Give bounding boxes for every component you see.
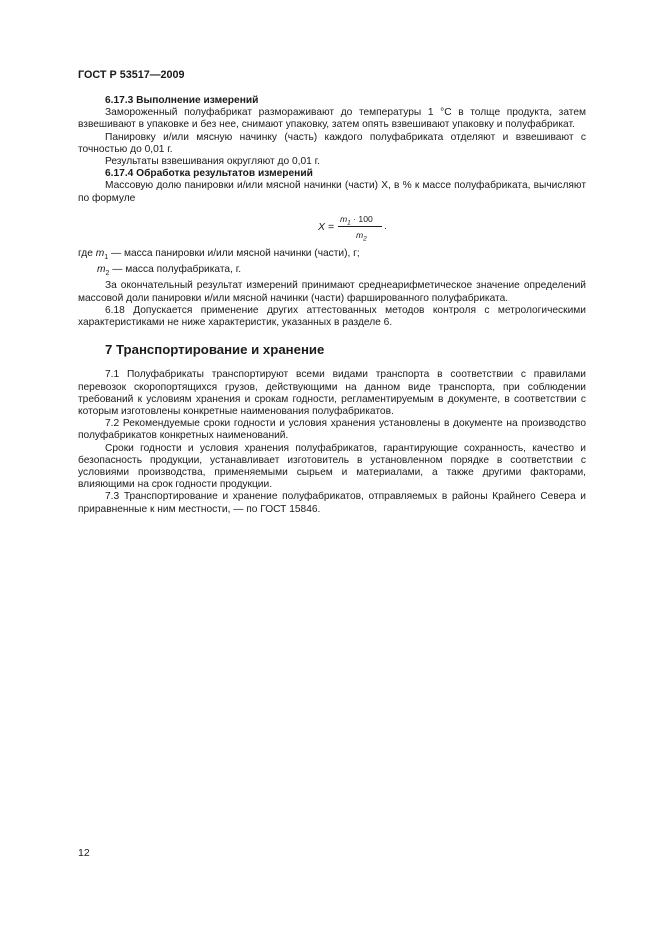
formula-den-var: m [356, 229, 364, 240]
paragraph: Панировку и/или мясную начинку (часть) каждого полуфабриката отделяют и взвешивают с точностью до 0,01 г. [78, 131, 586, 155]
paragraph-6-18: 6.18 Допускается применение других аттестованных методов контроля с метрологическими характеристиками не ниже характеристик, указанных в разделе 6. [78, 304, 586, 328]
section-heading-6-17-4: 6.17.4 Обработка результатов измерений [105, 168, 313, 180]
document-body [78, 95, 586, 516]
formula-den-sub: 2 [363, 235, 367, 243]
legend-sub: 2 [105, 270, 110, 278]
document-header: ГОСТ Р 53517—2009 [78, 69, 185, 81]
legend-text: — масса панировки и/или мясной начинки (части), г; [108, 247, 360, 259]
formula-num-var: m [340, 213, 348, 224]
formula [78, 211, 586, 245]
paragraph: За окончательный результат измерений принимают среднеарифметическое значение определений массовой доли панировки и/или мясной начинки (части) фаршированного полуфабриката. [78, 280, 586, 304]
formula-legend-m2 [78, 264, 586, 280]
page-number: 12 [78, 847, 90, 859]
formula-numerator [340, 213, 373, 230]
legend-sub: 1 [104, 253, 109, 261]
legend-var: m [95, 247, 105, 259]
paragraph: Результаты взвешивания округляют до 0,01 г. [105, 156, 320, 168]
formula-tail: . [384, 220, 387, 232]
paragraph-7-3: 7.3 Транспортирование и хранение полуфабрикатов, отправляемых в районы Крайнего Севера и приравненные к ним местности, — по ГОСТ 15846. [78, 491, 586, 515]
paragraph: Сроки годности и условия хранения полуфабрикатов, гарантирующие сохранность, качество и безопасность продукции, устанавливает изготовитель в установленном порядке в соответствии с условиями производства, применяемыми сырьем и материалами, а также другими факторами, влияющими на срок годности продукции. [78, 442, 586, 491]
formula-lhs: X = [318, 220, 335, 233]
legend-text: — масса полуфабриката, г. [109, 264, 242, 276]
section-heading-7: 7 Транспортирование и хранение [105, 342, 325, 358]
paragraph: Замороженный полуфабрикат размораживают до температуры 1 °С в толще продукта, затем взвешивают в упаковке и без нее, снимают упаковку, затем опять взвешивают упаковку и полуфабрикат. [78, 107, 586, 131]
formula-legend-m1 [78, 248, 586, 264]
formula-num-sub: 1 [347, 219, 351, 227]
formula-denominator [356, 229, 367, 246]
formula-num-rest: · 100 [350, 213, 373, 224]
paragraph: Массовую долю панировки и/или мясной начинки (части) X, в % к массе полуфабриката, вычисляют по формуле [78, 180, 586, 204]
paragraph-7-1: 7.1 Полуфабрикаты транспортируют всеми видами транспорта в соответствии с правилами перевозок скоропортящихся грузов, действующими на данном виде транспорта, при соблюдении требований к условиям хранения и срокам годности, регламентируемым в документе, в соответствии с которым изготовлены конкретные наименования полуфабрикатов. [78, 369, 586, 417]
section-heading-6-17-3: 6.17.3 Выполнение измерений [105, 95, 259, 106]
legend-prefix: где [78, 247, 96, 259]
formula-fraction-bar [338, 226, 382, 227]
paragraph-7-2: 7.2 Рекомендуемые сроки годности и условия хранения установлены в документе на производство полуфабрикатов конкретных наименований. [78, 418, 586, 442]
legend-var: m [97, 264, 106, 276]
